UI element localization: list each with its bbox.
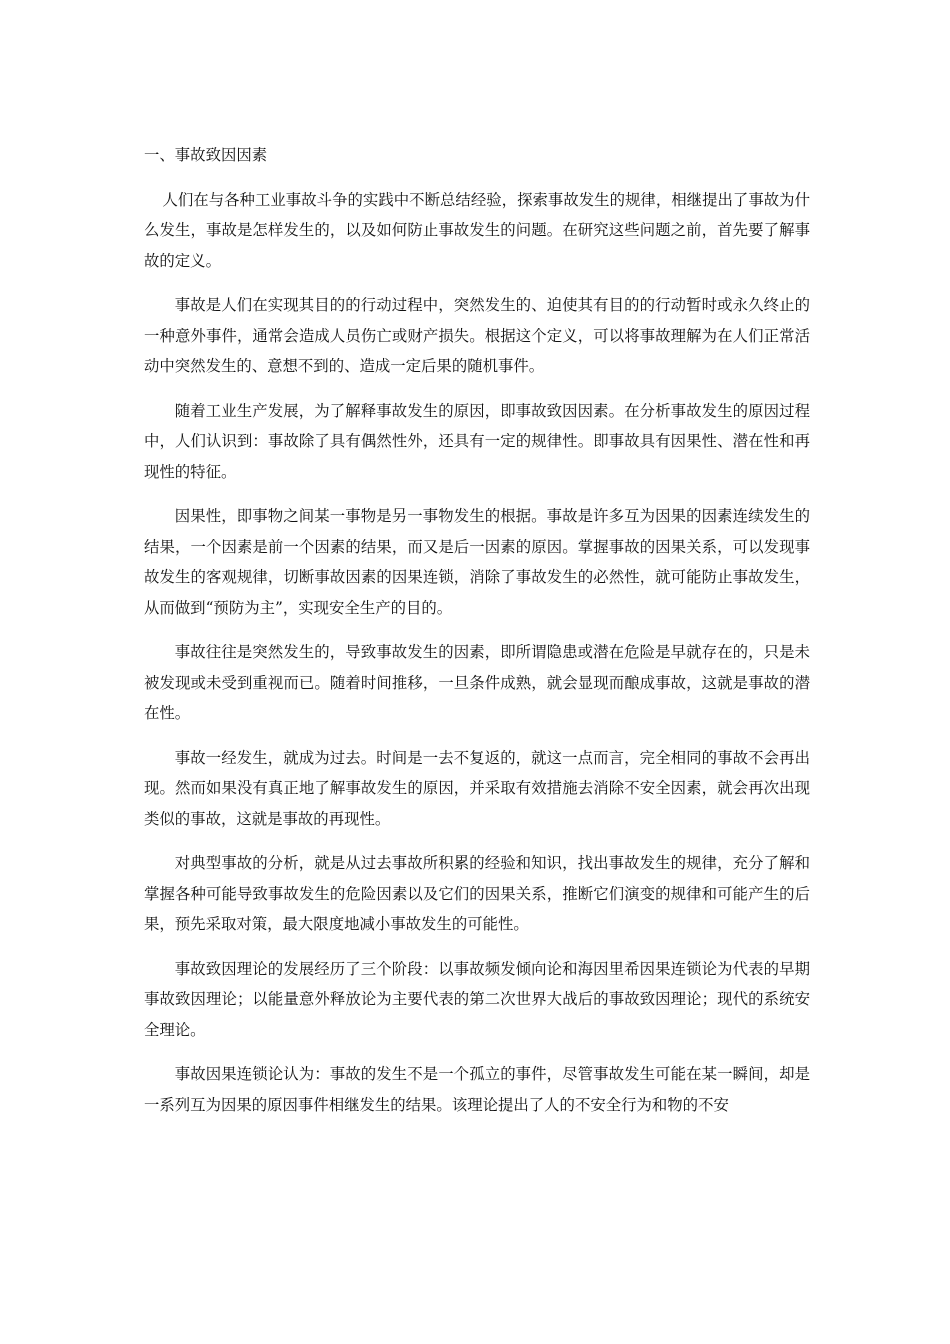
paragraph-causation-factors: 随着工业生产发展，为了解释事故发生的原因，即事故致因因素。在分析事故发生的原因过程中，人们认识到：事故除了具有偶然性外，还具有一定的规律性。即事故具有因果性、潜在性和再现性的特征。 xyxy=(144,401,810,481)
paragraph-causality: 因果性，即事物之间某一事物是另一事物发生的根据。事故是许多互为因果的因素连续发生的结果，一个因素是前一个因素的结果，而又是后一因素的原因。掌握事故的因果关系，可以发现事故发生的客观规律，切断事故因素的因果连锁，消除了事故发生的必然性，就可能防止事故发生，从而做到“预防为主”，实现安全生产的目的。 xyxy=(144,507,810,617)
document-body xyxy=(144,140,810,1134)
paragraph-intro: 人们在与各种工业事故斗争的实践中不断总结经验，探索事故发生的规律，相继提出了事故为什么发生，事故是怎样发生的，以及如何防止事故发生的问题。在研究这些问题之前，首先要了解事故的定义。 xyxy=(144,190,810,270)
paragraph-typical-analysis: 对典型事故的分析，就是从过去事故所积累的经验和知识，找出事故发生的规律，充分了解和掌握各种可能导致事故发生的危险因素以及它们的因果关系，推断它们演变的规律和可能产生的后果，预先采取对策，最大限度地减小事故发生的可能性。 xyxy=(144,854,810,933)
paragraph-theory-stages: 事故致因理论的发展经历了三个阶段：以事故频发倾向论和海因里希因果连锁论为代表的早期事故致因理论；以能量意外释放论为主要代表的第二次世界大战后的事故致因理论；现代的系统安全理论。 xyxy=(144,959,810,1039)
paragraph-causal-chain: 事故因果连锁论认为：事故的发生不是一个孤立的事件，尽管事故发生可能在某一瞬间，却是一系列互为因果的原因事件相继发生的结果。该理论提出了人的不安全行为和物的不安 xyxy=(144,1065,810,1114)
section-heading: 一、事故致因因素 xyxy=(144,146,268,164)
paragraph-recurrence: 事故一经发生，就成为过去。时间是一去不复返的，就这一点而言，完全相同的事故不会再出现。然而如果没有真正地了解事故发生的原因，并采取有效措施去消除不安全因素，就会再次出现类似的事故，这就是事故的再现性。 xyxy=(144,748,810,828)
paragraph-definition: 事故是人们在实现其目的的行动过程中，突然发生的、迫使其有目的的行动暂时或永久终止的一种意外事件，通常会造成人员伤亡或财产损失。根据这个定义，可以将事故理解为在人们正常活动中突然发生的、意想不到的、造成一定后果的随机事件。 xyxy=(144,296,810,375)
paragraph-latency: 事故往往是突然发生的，导致事故发生的因素，即所谓隐患或潜在危险是早就存在的，只是未被发现或未受到重视而已。随着时间推移，一旦条件成熟，就会显现而酿成事故，这就是事故的潜在性。 xyxy=(144,643,810,722)
